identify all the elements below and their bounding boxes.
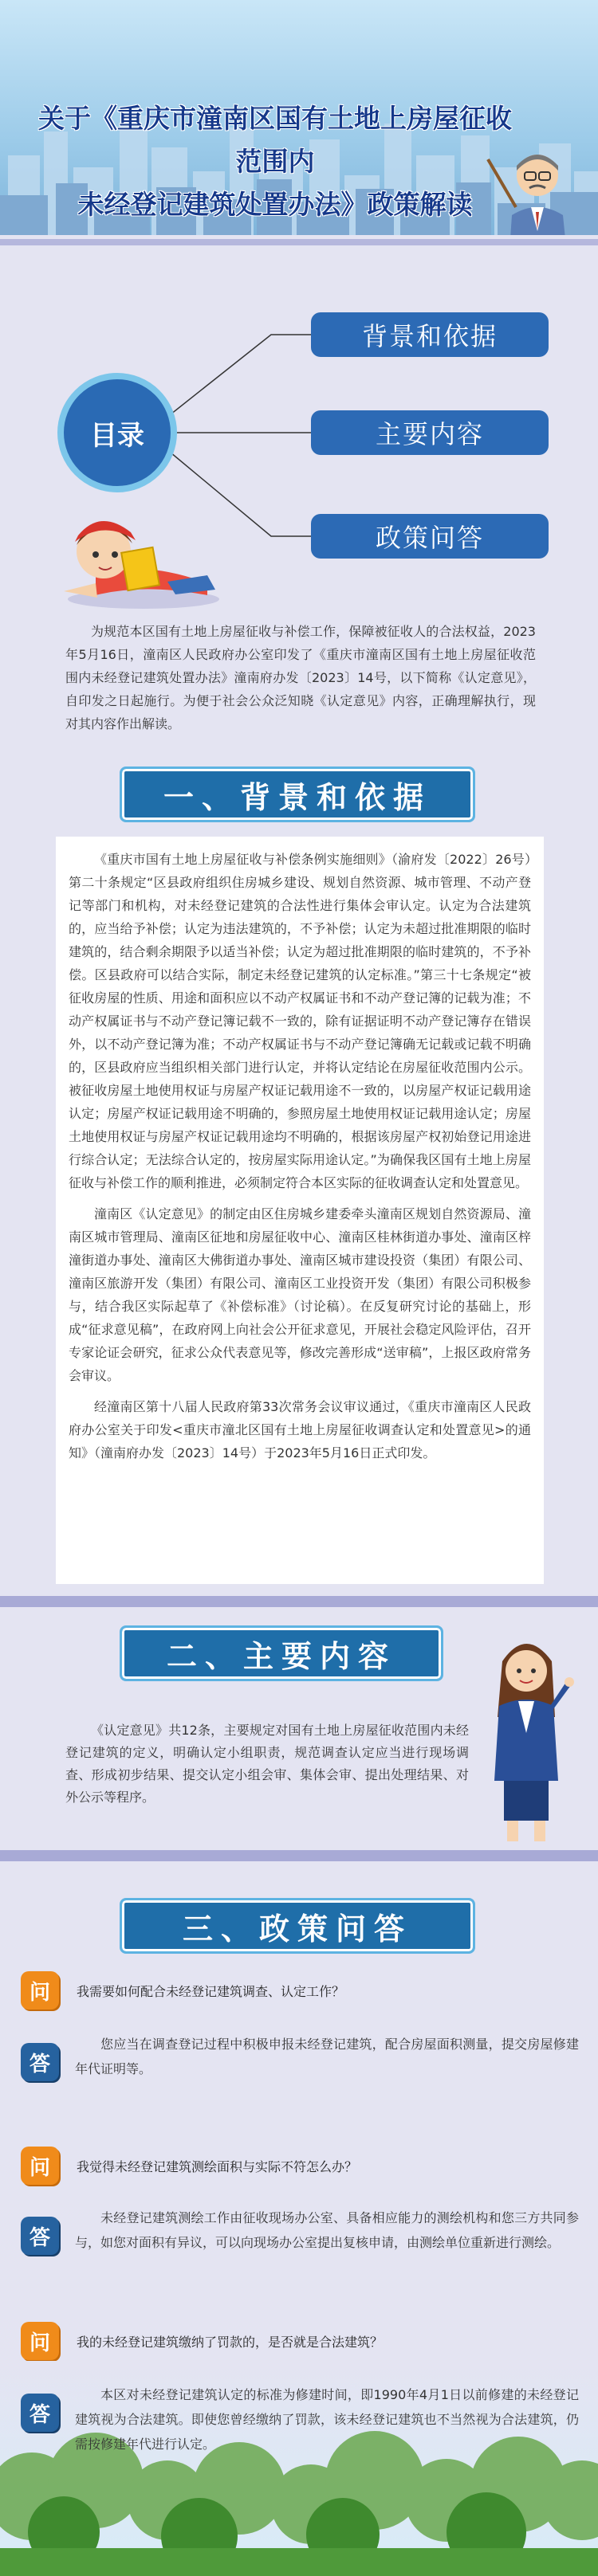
teacher-illustration <box>480 143 576 235</box>
answer-text: 您应当在调查登记过程中积极申报未经登记建筑，配合房屋面积测量，提交房屋修建年代证明等。 <box>75 2037 579 2076</box>
toc-circle <box>57 373 177 492</box>
qa-question <box>21 2319 579 2363</box>
section-separator <box>0 1850 598 1861</box>
qa-answer <box>21 2032 579 2081</box>
question-badge: 问 <box>21 2147 59 2185</box>
intro-paragraph: 为规范本区国有土地上房屋征收与补偿工作，保障被征收人的合法权益，2023年5月16日，潼南区人民政府办公室印发了《重庆市潼南区国有土地上房屋征收范围内未经登记建筑处置办法》潼南府办发〔2023〕14号，以下简称《认定意见》，自印发之日起施行。为便于社会公众泛知晓《认定意见》内容，正确理解执行，现对其内容作出解读。 <box>65 624 536 731</box>
page-title <box>32 97 518 226</box>
question-text: 我需要如何配合未经登记建筑调查、认定工作？ <box>77 1983 345 1999</box>
section-3-title: 三、政策问答 <box>182 1910 412 1947</box>
section-separator <box>0 1596 598 1607</box>
page-title-line-1: 关于《重庆市潼南区国有土地上房屋征收范围内 <box>38 103 512 177</box>
section-3-banner <box>120 1898 475 1954</box>
answer-badge: 答 <box>21 2394 59 2432</box>
header-divider <box>0 239 598 245</box>
section-1-title: 一、背景和依据 <box>163 778 431 815</box>
section-1-card <box>56 837 544 1584</box>
toc-item-label: 政策问答 <box>375 523 484 553</box>
toc-item-main-content[interactable] <box>311 410 549 455</box>
child-reading-illustration <box>48 496 223 615</box>
question-text: 我的未经登记建筑缴纳了罚款的，是否就是合法建筑？ <box>77 2334 384 2350</box>
section-1-paragraph: 《重庆市国有土地上房屋征收与补偿条例实施细则》（渝府发〔2022〕26号）第二十条规定“区县政府组织住房城乡建设、规划自然资源、城市管理、不动产登记等部门和机构，对未经登记建筑的合法性进行集体会审认定。认定为合法建筑的，应当给予补偿；认定为违法建筑的，不予补偿；认定为未超过批准期限的临时建筑的，结合剩余期限予以适当补偿；认定为超过批准期限的临时建筑的，不予补偿。区县政府可以结合实际，制定未经登记建筑的认定标准。”第三十七条规定“被征收房屋的性质、用途和面积应以不动产权属证书和不动产登记簿的记载为准；不动产权属证书与不动产登记簿记载不一致的，除有证据证明不动产登记簿存在错误外，以不动产登记簿为准；不动产权属证书与不动产登记簿确无记载或记载不明确的，区县政府应当组织相关部门进行认定，并将认定结论在房屋征收范围内公示。被征收房屋土地使用权证与房屋产权证记载用途不一致的，以房屋产权证记载用途认定；房屋产权证记载用途不明确的，参照房屋土地使用权证记载用途认定；房屋土地使用权证与房屋产权证记载用途均不明确的，根据该房屋产权初始登记用途进行综合认定；无法综合认定的，按房屋实际用途认定。”为确保我区国有土地上房屋征收与补偿工作的顺利推进，必须制定符合本区实际的征收调查认定和处置意见。 <box>69 852 531 1190</box>
toc-item-background[interactable] <box>311 312 549 357</box>
qa-answer <box>21 2205 579 2255</box>
answer-badge: 答 <box>21 2217 59 2255</box>
qa-question <box>21 2143 579 2188</box>
page-title-line-2: 未经登记建筑处置办法》政策解读 <box>77 189 473 220</box>
toc-item-label: 背景和依据 <box>361 321 498 351</box>
question-badge: 问 <box>21 1971 59 2009</box>
toc-item-label: 主要内容 <box>375 419 484 449</box>
answer-text: 本区对未经登记建筑认定的标准为修建时间，即1990年4月1日以前修建的未经登记建筑视为合法建筑。即使您曾经缴纳了罚款，该未经登记建筑也不当然视为合法建筑，仍需按修建年代进行认定。 <box>75 2387 579 2452</box>
section-2-banner <box>120 1625 443 1681</box>
header-banner <box>0 0 598 235</box>
qa-answer <box>21 2382 579 2456</box>
qa-question <box>21 1968 579 2013</box>
question-text: 我觉得未经登记建筑测绘面积与实际不符怎么办？ <box>77 2158 358 2174</box>
toc-label: 目录 <box>90 419 144 452</box>
section-1-paragraph: 潼南区《认定意见》的制定由区住房城乡建委牵头潼南区规划自然资源局、潼南区城市管理局、潼南区征地和房屋征收中心、潼南区桂林街道办事处、潼南区梓潼街道办事处、潼南区大佛街道办事处、潼南区城市建设投资（集团）有限公司、潼南区旅游开发（集团）有限公司、潼南区工业投资开发（集团）有限公司积极参与，结合我区实际起草了《补偿标准》（讨论稿）。在反复研究讨论的基础上，形成“征求意见稿”，在政府网上向社会公开征求意见，开展社会稳定风险评估，召开专家论证会研究，征求公众代表意见等，修改完善形成“送审稿”，上报区政府常务会审议。 <box>69 1206 531 1383</box>
question-badge: 问 <box>21 2322 59 2360</box>
section-1-banner <box>120 767 475 822</box>
section-2-paragraph: 《认定意见》共12条，主要规定对国有土地上房屋征收范围内未经登记建筑的定义，明确认定小组职责，规范调查认定应当进行现场调查、形成初步结果、提交认定小组会审、集体会审、提出处理结果、对外公示等程序。 <box>65 1723 469 1805</box>
toc-item-policy-qa[interactable] <box>311 514 549 559</box>
section-2-title: 二、主要内容 <box>166 1637 396 1674</box>
section-1-paragraph: 经潼南区第十八届人民政府第33次常务会议审议通过，《重庆市潼南区人民政府办公室关于印发<重庆市潼北区国有土地上房屋征收调查认定和处置意见>的通知》（潼南府办发〔2023〕14号）于2023年5月16日正式印发。 <box>69 1399 531 1461</box>
answer-badge: 答 <box>21 2043 59 2081</box>
answer-text: 未经登记建筑测绘工作由征收现场办公室、具备相应能力的测绘机构和您三方共同参与，如您对面积有异议，可以向现场办公室提出复核申请，由测绘单位重新进行测绘。 <box>75 2210 579 2250</box>
presenter-woman-illustration <box>478 1629 574 1845</box>
